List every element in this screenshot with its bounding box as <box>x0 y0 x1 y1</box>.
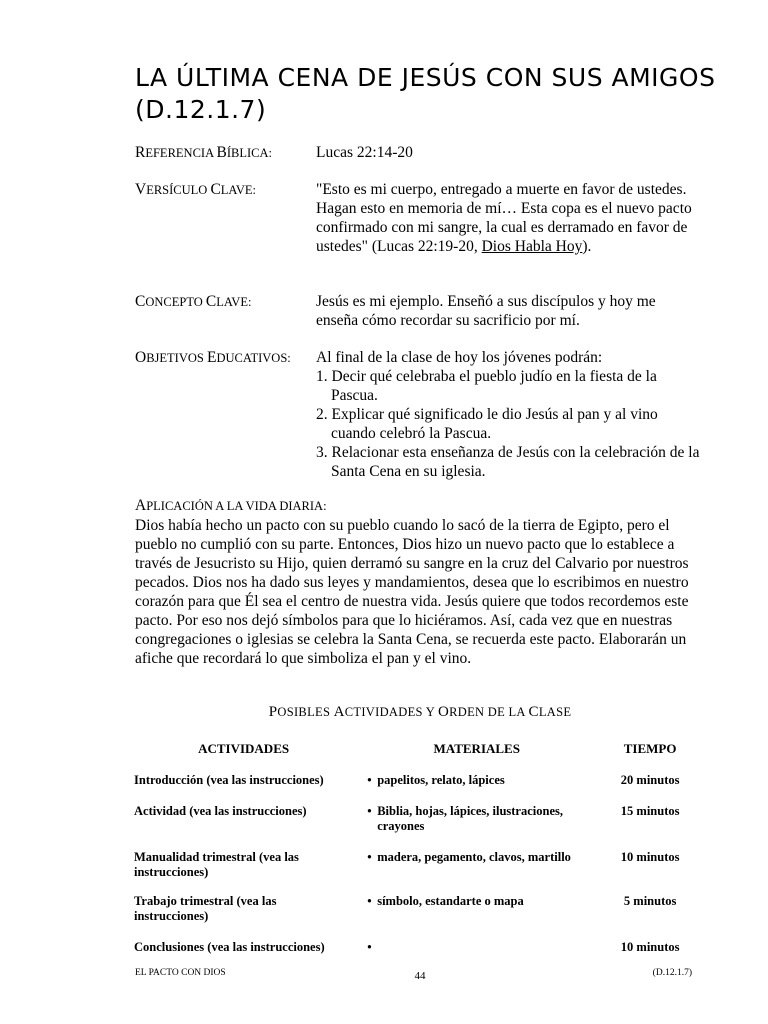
objetivos-list <box>316 367 701 481</box>
materiales-cell: • <box>367 940 372 954</box>
table-header-row <box>132 738 702 770</box>
actividad-cell: Actividad (vea las instrucciones) <box>134 804 307 818</box>
table-row <box>132 801 702 847</box>
footer-right: (D.12.1.7) <box>652 968 692 978</box>
actividades-table <box>132 738 702 967</box>
actividades-title: POSIBLES ACTIVIDADES Y ORDEN DE LA CLASE <box>268 704 572 720</box>
actividad-cell: Manualidad trimestral (vea las instrucciones) <box>134 850 299 879</box>
aplicacion-heading: APLICACIÓN A LA VIDA DIARIA: <box>135 497 327 514</box>
table-row <box>132 847 702 891</box>
list-item: 3. Relacionar esta enseñanza de Jesús con la celebración de la Santa Cena en su iglesia. <box>316 444 700 480</box>
materiales-cell: • papelitos, relato, lápices <box>367 773 505 787</box>
column-header-tiempo: TIEMPO <box>623 741 677 756</box>
dios-habla-hoy-reference: Dios Habla Hoy <box>481 238 583 255</box>
aplicacion-text: Dios había hecho un pacto con su pueblo cuando lo sacó de la tierra de Egipto, pero el pueblo no cumplió con su parte. Entonces, Dios hizo un nuevo pacto que lo establece a través de Jesucristo su Hijo, quien derramó su sangre en la cruz del Calvario por nuestros pecados. Dios nos ha dado sus leyes y mandamientos, desea que lo escribimos en nuestro corazón para que Él sea el centro de nuestra vida. Jesús quiere que todos recordemos este pacto. Por eso nos dejó símbolos para que lo hiciéramos. Así, cada vez que en nuestras congregaciones o iglesias se celebra la Santa Cena, se recuerda este pacto. Elaborarán un afiche que recordará lo que simboliza el pan y el vino. <box>135 517 689 667</box>
objetivos-label: OBJETIVOS EDUCATIVOS: <box>135 349 291 366</box>
table-row <box>132 770 702 801</box>
versiculo-value: "Esto es mi cuerpo, entregado a muerte en favor de ustedes. Hagan esto en memoria de mí… Esta copa es el nuevo pacto confirmado con mi sangre, la cual es derramado en favor de ustedes" (Lucas 22:19-20, Dios Habla Hoy). <box>316 181 692 255</box>
tiempo-cell: 5 minutos <box>623 894 677 908</box>
referencia-value: Lucas 22:14-20 <box>316 144 413 161</box>
aplicacion-section <box>135 496 705 668</box>
referencia-label: REFERENCIA BÍBLICA: <box>135 144 273 161</box>
actividad-cell: Introducción (vea las instrucciones) <box>134 773 324 787</box>
concepto-label: CONCEPTO CLAVE: <box>135 293 252 310</box>
versiculo-label: VERSÍCULO CLAVE: <box>135 181 256 198</box>
objetivos-intro: Al final de la clase de hoy los jóvenes podrán: <box>316 349 603 366</box>
tiempo-cell: 20 minutos <box>620 773 680 787</box>
tiempo-cell: 15 minutos <box>620 804 680 818</box>
column-header-materiales: MATERIALES <box>433 741 520 756</box>
list-item: 1. Decir qué celebraba el pueblo judío en la fiesta de la Pascua. <box>316 368 657 404</box>
footer-left: EL PACTO CON DIOS <box>135 968 226 978</box>
table-row <box>132 937 702 967</box>
column-header-actividades: ACTIVIDADES <box>198 741 290 756</box>
table-row <box>132 891 702 937</box>
materiales-cell: • símbolo, estandarte o mapa <box>367 894 524 908</box>
materiales-cell: • madera, pegamento, clavos, martillo <box>367 850 571 864</box>
page-title: LA ÚLTIMA CENA DE JESÚS CON SUS AMIGOS (D.12.1.7) <box>135 63 716 124</box>
materiales-cell: • Biblia, hojas, lápices, ilustraciones, crayones <box>367 804 563 833</box>
page-number: 44 <box>414 970 426 982</box>
tiempo-cell: 10 minutos <box>620 940 680 954</box>
actividad-cell: Conclusiones (vea las instrucciones) <box>134 940 325 954</box>
actividad-cell: Trabajo trimestral (vea las instrucciones) <box>134 894 277 923</box>
list-item: 2. Explicar qué significado le dio Jesús al pan y al vino cuando celebró la Pascua. <box>316 406 658 442</box>
objetivos-value <box>316 348 701 481</box>
concepto-value: Jesús es mi ejemplo. Enseñó a sus discípulos y hoy me enseña cómo recordar su sacrificio por mí. <box>316 293 656 329</box>
tiempo-cell: 10 minutos <box>620 850 680 864</box>
